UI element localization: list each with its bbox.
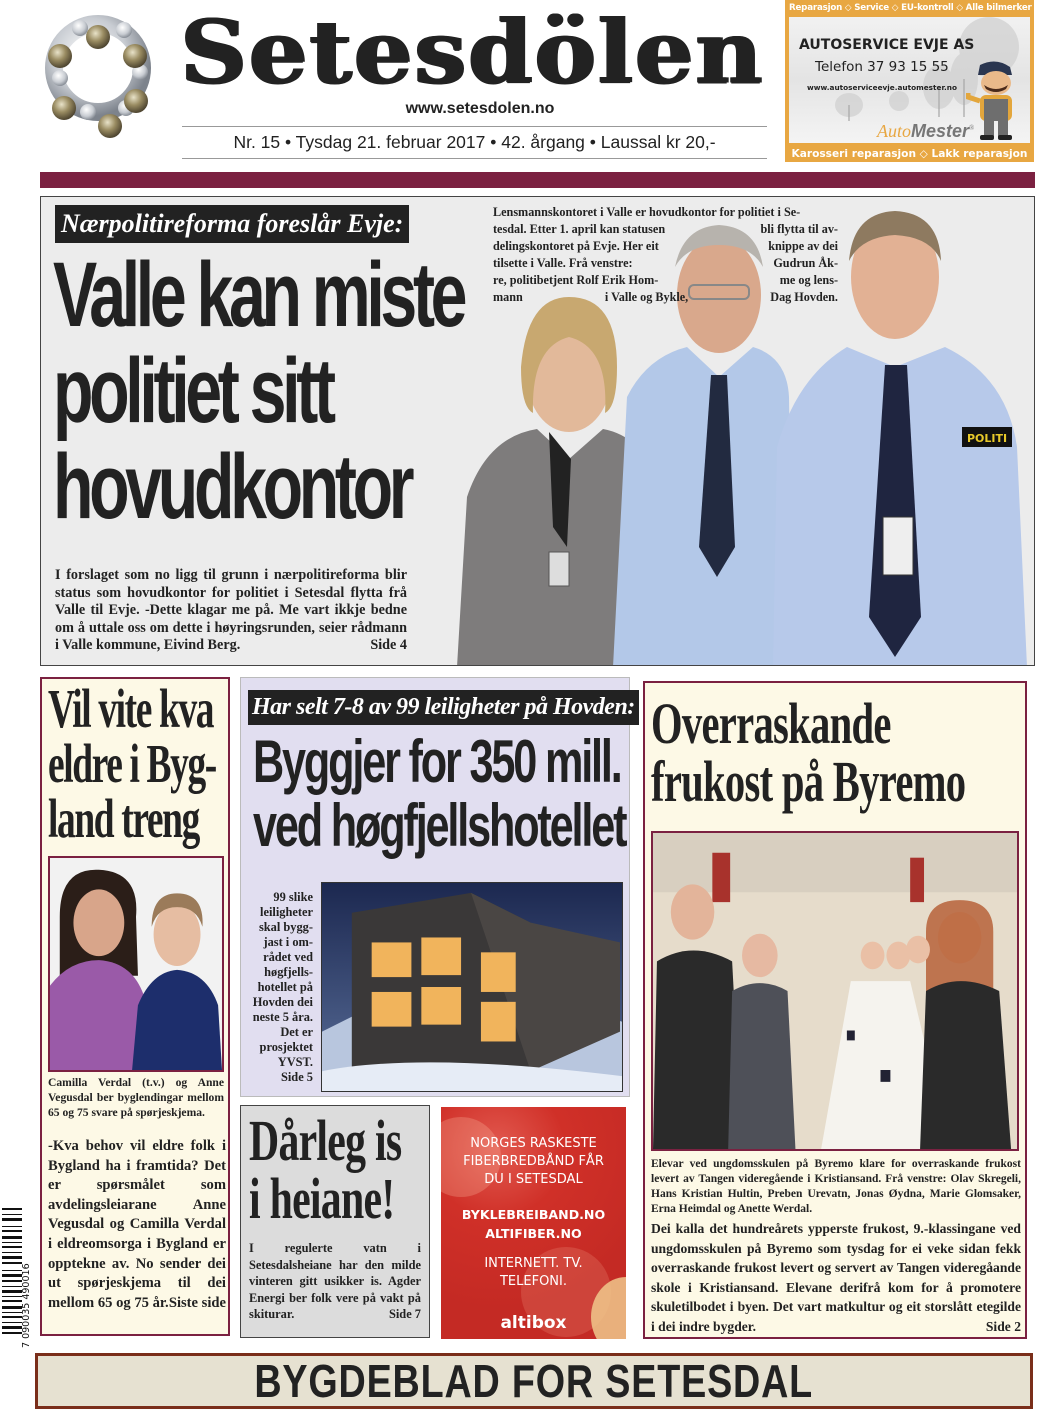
- apartment-rendering-photo: [321, 882, 623, 1092]
- ad-website[interactable]: www.autoserviceevje.automester.no: [807, 83, 957, 92]
- altibox-logo: altibox: [500, 1313, 567, 1333]
- top-story-photo-caption: Lensmannskontoret i Valle er hovudkontor for politiet i Se- tesdal. Etter 1. april kan statusen bli flytta til av- delingskontoret på Evje. Her eit knippe av dei tilsette i Valle. Frå venstre: Gudrun Åk- re, politibetjent Rolf Erik Hom- me og lens- mann i Valle og Bykle, Dag Hovden.: [493, 205, 838, 304]
- masthead-divider: [40, 172, 1035, 188]
- altibox-headline: NORGES RASKESTE FIBERBREDBÅND FÅR DU I SETESDAL: [463, 1136, 604, 1187]
- byremo-headline: Overraskande frukost på Byremo: [651, 691, 966, 814]
- brooch-logo: [40, 8, 152, 146]
- barcode-icon: [2, 1200, 32, 1350]
- page-ref[interactable]: Side 5: [280, 1070, 313, 1084]
- politi-badge: POLITI: [966, 432, 1008, 445]
- ad-services-bar: Reparasjon ◇ Service ◇ EU-kontroll ◇ Alle bilmerker: [789, 3, 1032, 13]
- page-ref[interactable]: Siste side: [168, 1294, 226, 1311]
- barcode-number: 7 090035 490016: [21, 1263, 32, 1348]
- top-story-headline[interactable]: Valle kan miste politiet sitt hovudkontor: [53, 244, 464, 538]
- ice-headline: Dårleg is i heiane!: [249, 1108, 402, 1231]
- issue-line: Nr. 15 • Tysdag 21. februar 2017 • 42. årgang • Laussal kr 20,-: [182, 126, 767, 159]
- masthead-title: Setesdölen: [180, 0, 764, 104]
- page-ref[interactable]: Side 7: [388, 1307, 421, 1321]
- altibox-urls[interactable]: BYKLEBREIBAND.NO ALTIFIBER.NO: [461, 1207, 606, 1241]
- ad-inner-panel: [789, 17, 1030, 143]
- automester-logo: AutoMester®: [877, 121, 975, 141]
- footer-tagline: BYGDEBLAD FOR SETESDAL: [254, 1355, 814, 1407]
- hovden-article[interactable]: [240, 677, 635, 1097]
- ice-body: I regulerte vatn i Setesdalsheiane har den milde vinteren gitt usikker is. Agder Energi ber folk vere på vakt på skiturar. Side 7: [249, 1241, 421, 1321]
- top-story[interactable]: [40, 196, 1035, 666]
- altibox-services: INTERNETT. TV. TELEFONI.: [484, 1256, 583, 1289]
- altibox-ad[interactable]: [441, 1107, 626, 1339]
- autoservice-ad[interactable]: [785, 0, 1034, 162]
- footer-tagline-band: [35, 1353, 1033, 1409]
- ad-bottom-bar: Karosseri reparasjon ◇ Lakk reparasjon: [791, 148, 1028, 160]
- ice-article[interactable]: [240, 1105, 430, 1338]
- ad-company-name: AUTOSERVICE EVJE AS: [799, 37, 975, 53]
- ad-phone: Telefon 37 93 15 55: [815, 59, 949, 75]
- byremo-article[interactable]: [643, 681, 1027, 1339]
- mechanic-mascot-icon: [966, 59, 1024, 141]
- hovden-headline: Byggjer for 350 mill. ved høgfjellshotellet: [253, 728, 626, 859]
- hovden-kicker: Har selt 7-8 av 99 leiligheter på Hovden:: [248, 690, 639, 725]
- bygland-article[interactable]: [40, 677, 230, 1336]
- nurses-photo: [48, 856, 224, 1072]
- top-story-lede: I forslaget som no ligg til grunn i nærpolitireforma blir status som hovudkontor for politiet i Setesdal flytta frå Valle til Evje. -Dette klagar me på. Me vart ikkje bedne om å uttale oss om dette i høyringsrunden, seier rådmann i Valle kommune, Eivind Berg. Side 4: [55, 567, 407, 653]
- hovden-side-text: 99 slike leiligheter skal bygg- jast i om- rådet ved høgfjells- hotellet på Hovden dei neste 5 åra. Det er prosjektet YVST. Side 5: [249, 890, 313, 1085]
- byremo-body: Dei kalla det hundreårets ypperste frukost, 9.-klassingane ved ungdomsskulen på Byremo som tysdag for ei veke sidan fekk overraskande frukost levert og servert av Tangen videregåande skole i Kristiansand. Elevane derifrå kom for å promotere skuletilbodet i byen. Det vart matkultur og eit storslått etegilde i dei indre bygder. Side 2: [651, 1219, 1021, 1336]
- bygland-photo-caption: Camilla Verdal (t.v.) og Anne Vegusdal ber byglendingar mellom 65 og 75 svare på spørjeskjema.: [48, 1076, 224, 1119]
- page-ref[interactable]: Side 2: [985, 1318, 1021, 1334]
- bygland-body: -Kva behov vil eldre folk i Bygland ha i framtida? Det er spørsmålet som avdelingsleiarane Anne Vegusdal og Camilla Verdal i eldreomsorga i Bygland er opptekne av. No sender dei ut spørjeskjema til dei mellom 65 og 75 år. Siste side: [48, 1137, 226, 1313]
- page-ref[interactable]: Side 4: [370, 637, 407, 653]
- bygland-headline: Vil vite kva eldre i Byg- land treng: [48, 678, 216, 849]
- masthead-url[interactable]: www.setesdolen.no: [405, 100, 555, 117]
- students-breakfast-photo: [651, 831, 1019, 1151]
- top-story-kicker: Nærpolitireforma foreslår Evje:: [55, 205, 409, 243]
- byremo-photo-caption: Elevar ved ungdomsskulen på Byremo klare for overraskande frukost levert av Tangen videregående i Kristiansand. Frå venstre: Olav Skregeli, Hans Kristian Hultin, Preben Urevatn, Jonas Øydna, Marie Glomsaker, Erna Heimdal og Anette Werdal.: [651, 1158, 1021, 1215]
